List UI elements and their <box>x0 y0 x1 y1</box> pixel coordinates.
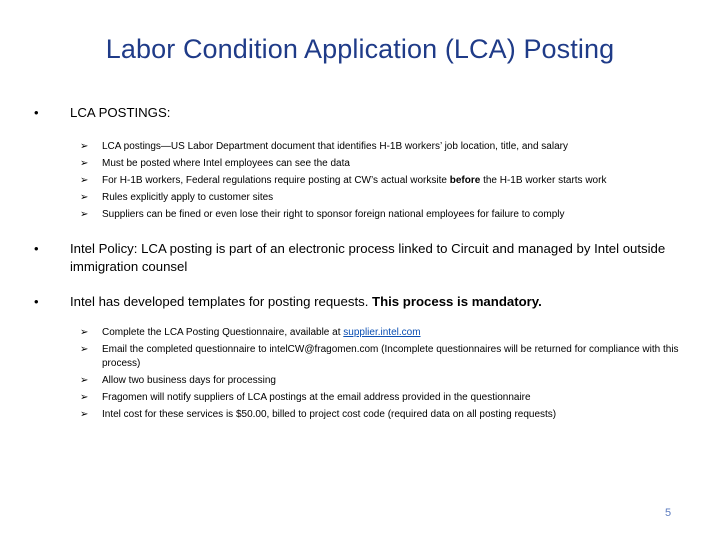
list-item <box>80 343 680 371</box>
list-item-text: Suppliers can be fined or even lose their right to sponsor foreign national employees for failure to comply <box>102 209 565 220</box>
list-item <box>80 374 680 388</box>
list-item-text: Rules explicitly apply to customer sites <box>102 192 274 203</box>
list-item <box>80 391 680 405</box>
arrow-bullet-icon: ➢ <box>80 175 89 186</box>
bullet-icon: • <box>34 105 39 120</box>
list-item-text: Complete the LCA Posting Questionnaire, available at <box>102 327 344 338</box>
list-item <box>80 174 680 188</box>
slide-title: Labor Condition Application (LCA) Posting <box>105 34 615 64</box>
policy-text: Intel Policy: LCA posting is part of an electronic process linked to Circuit and managed by Intel outside immigration counsel <box>70 241 666 274</box>
list-item <box>80 408 680 422</box>
arrow-bullet-icon: ➢ <box>80 327 89 338</box>
section-heading: LCA POSTINGS: <box>70 105 171 120</box>
list-item <box>80 208 680 222</box>
templates-text <box>70 293 690 311</box>
arrow-bullet-icon: ➢ <box>80 392 89 403</box>
list-item <box>80 157 680 171</box>
arrow-bullet-icon: ➢ <box>80 141 89 152</box>
lca-postings-list <box>80 140 680 225</box>
supplier-site-link[interactable]: supplier.intel.com <box>343 327 421 338</box>
page-number: 5 <box>665 507 672 519</box>
arrow-bullet-icon: ➢ <box>80 375 89 386</box>
list-item-text: Fragomen will notify suppliers of LCA postings at the email address provided in the questionnaire <box>102 392 531 403</box>
list-item <box>80 140 680 154</box>
arrow-bullet-icon: ➢ <box>80 344 89 355</box>
list-item-text-end: the H-1B worker starts work <box>480 175 607 186</box>
arrow-bullet-icon: ➢ <box>80 409 89 420</box>
bullet-icon: • <box>34 241 39 256</box>
list-item-text: Must be posted where Intel employees can see the data <box>102 158 350 169</box>
templates-text-normal: Intel has developed templates for posting requests. <box>70 294 373 309</box>
bullet-icon: • <box>34 294 39 309</box>
arrow-bullet-icon: ➢ <box>80 209 89 220</box>
list-item-text: Intel cost for these services is $50.00, billed to project cost code (required data on all posting requests) <box>102 409 557 420</box>
templates-list <box>80 326 680 425</box>
arrow-bullet-icon: ➢ <box>80 158 89 169</box>
list-item <box>80 191 680 205</box>
mandatory-text: This process is mandatory. <box>372 294 542 309</box>
list-item <box>80 326 680 340</box>
list-item-text: Allow two business days for processing <box>102 375 276 386</box>
list-item-text-start: For H-1B workers, Federal regulations require posting at CW’s actual worksite <box>102 175 450 186</box>
list-item-text: Email the completed questionnaire to intelCW@fragomen.com (Incomplete questionnaires will be returned for compliance with this process) <box>102 344 679 369</box>
emphasis-text: before <box>449 175 481 186</box>
list-item-text: LCA postings—US Labor Department document that identifies H-1B workers’ job location, title, and salary <box>102 141 568 152</box>
arrow-bullet-icon: ➢ <box>80 192 89 203</box>
